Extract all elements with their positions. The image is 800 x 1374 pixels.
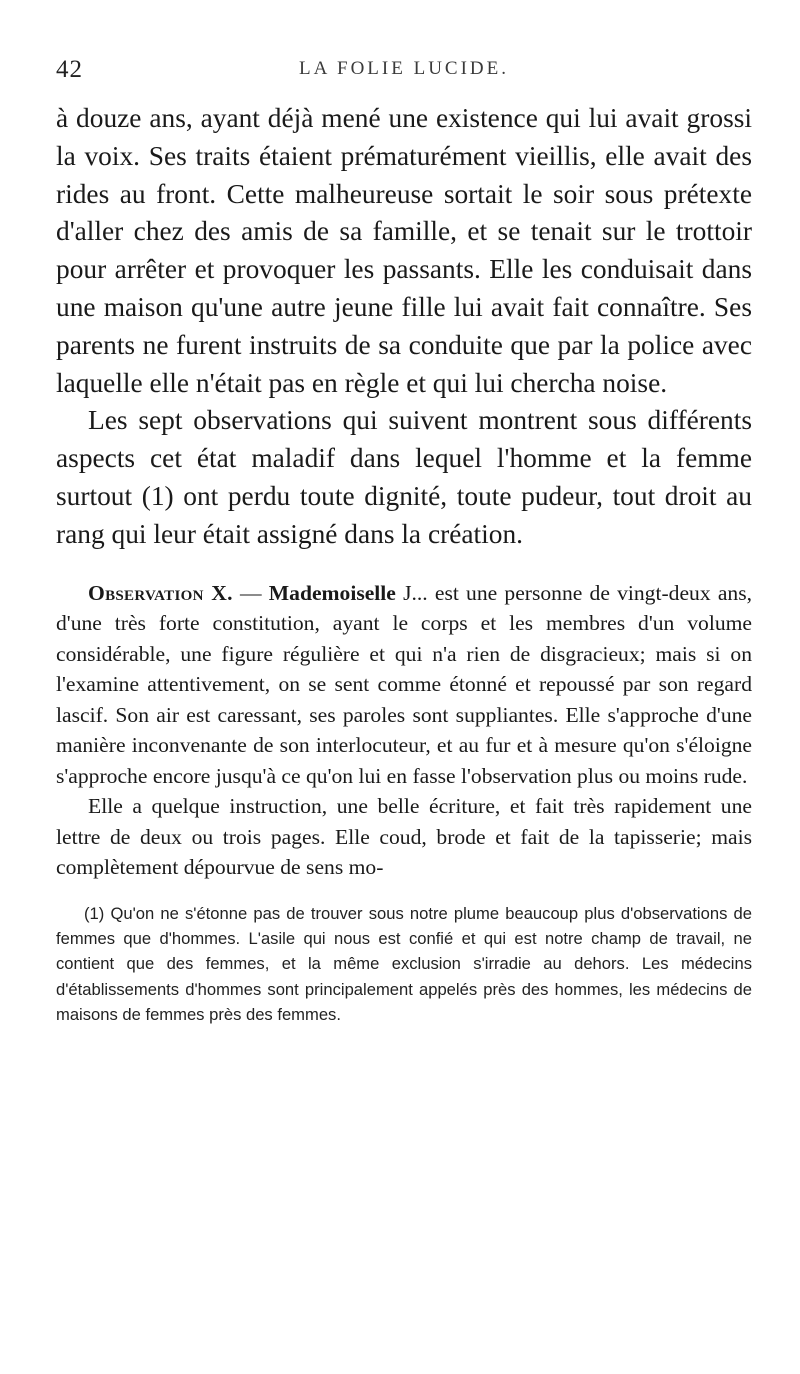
footnote: (1) Qu'on ne s'étonne pas de trouver sous notre plume beaucoup plus d'observations de femmes que d'hommes. L'asile qui nous est confié et qui est notre champ de travail, ne contient que des femmes, et la même exclusion s'irradie au dehors. Les médecins d'établissements d'hommes sont principalement appelés près des hommes, les médecins de maisons de femmes près des femmes. — [56, 903, 752, 1025]
observation-subject: Mademoiselle — [268, 580, 396, 605]
paragraph-continuation: à douze ans, ayant déjà mené une existence qui lui avait grossi la voix. Ses traits étaient prématurément vieillis, elle avait des rides au front. Cette malheureuse sortait le soir sous prétexte d'aller chez des amis de sa famille, et se tenait sur le trottoir pour arrêter et provoquer les passants. Elle les conduisait dans une maison qu'une autre jeune fille lui avait fait connaître. Ses parents ne furent instruits de sa conduite que par la police avec laquelle elle n'était pas en règle et qui lui chercha noise. — [56, 103, 752, 398]
running-head — [56, 56, 752, 90]
observation-paragraph-2: Elle a quelque instruction, une belle écriture, et fait très rapidement une lettre de deux ou trois pages. Elle coud, brode et fait de la tapisserie; mais complètement dépourvue de sens mo- — [56, 794, 752, 880]
observation-text-1: J... est une personne de vingt-deux ans, d'une très forte constitution, ayant le corps et les membres d'un volume considérable, une figure régulière et qui n'a rien de disgracieux; mais si on l'examine attentivement, on se sent comme étonné et repoussé par son regard lascif. Son air est caressant, ses paroles sont suppliantes. Elle s'approche d'une manière inconvenante de son interlocuteur, et au fur et à mesure qu'on s'éloigne s'approche encore jusqu'à ce qu'on lui en fasse l'observation plus ou moins rude. — [56, 580, 753, 788]
running-title: LA FOLIE LUCIDE. — [298, 58, 509, 79]
page-number: 42 — [56, 56, 83, 83]
observation-x — [56, 578, 752, 883]
paragraph-observations-intro: Les sept observations qui suivent montrent sous différents aspects cet état maladif dans lequel l'homme et la femme surtout (1) ont perdu toute dignité, toute pudeur, tout droit au rang qui leur était assigné dans la création. — [56, 405, 752, 549]
observation-heading: Observation X. — [88, 580, 233, 605]
observation-dash: — — [232, 580, 269, 605]
observation-paragraph-1 — [56, 578, 752, 792]
